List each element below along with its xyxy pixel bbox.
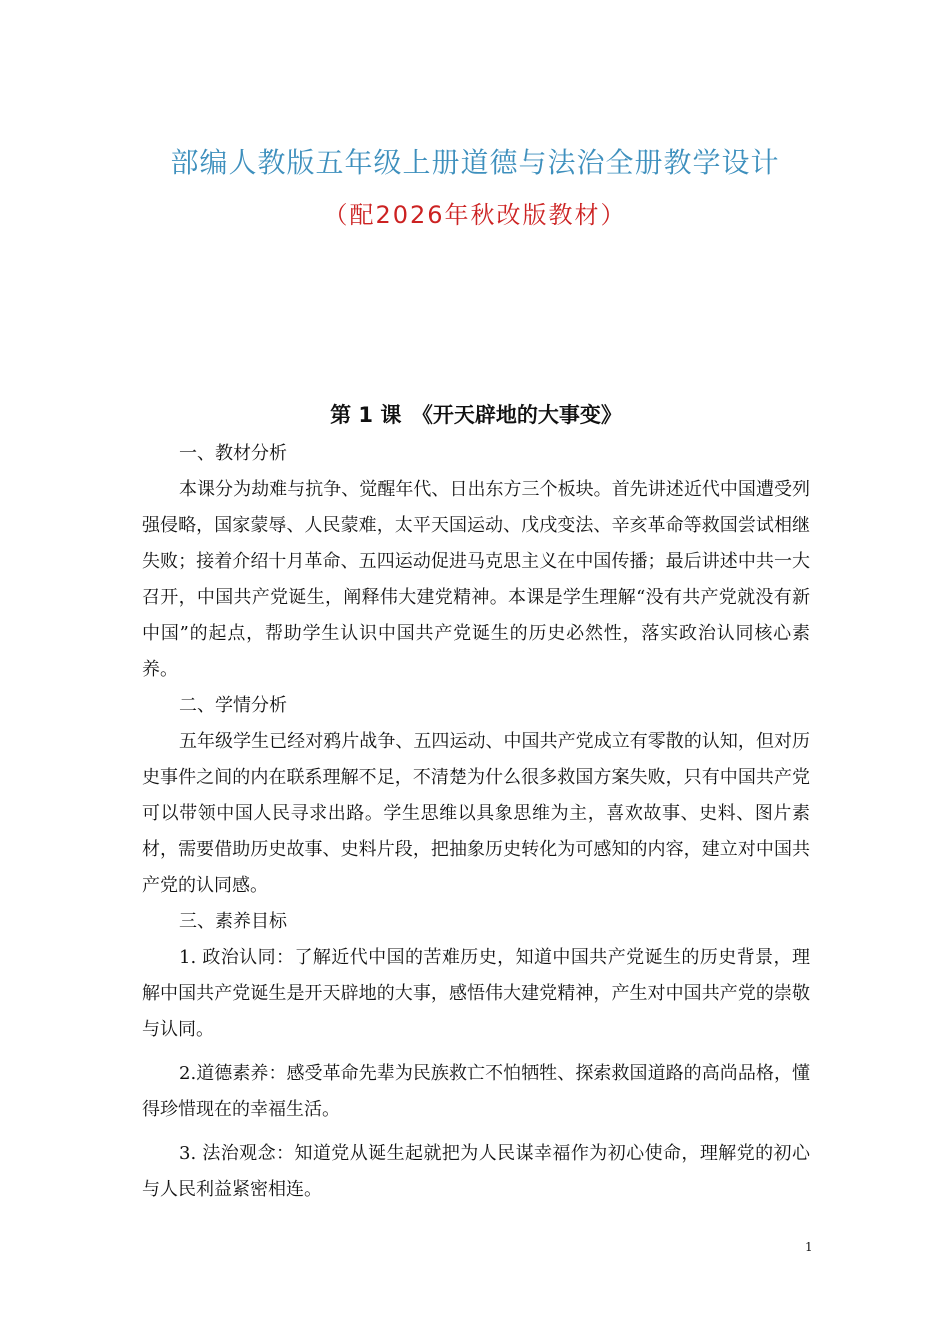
section-heading-student-analysis: 二、学情分析 bbox=[179, 695, 287, 716]
goal-political-identity: 1. 政治认同：了解近代中国的苦难历史，知道中国共产党诞生的历史背景，理解中国共产党诞生是开天辟地的大事，感悟伟大建党精神，产生对中国共产党的崇敬与认同。 bbox=[142, 947, 810, 1040]
section-heading-literacy-goals: 三、素养目标 bbox=[179, 911, 287, 932]
page-number: 1 bbox=[805, 1240, 813, 1254]
goal-rule-of-law: 3. 法治观念：知道党从诞生起就把为人民谋幸福作为初心使命，理解党的初心与人民利益紧密相连。 bbox=[142, 1143, 810, 1200]
student-analysis-paragraph: 五年级学生已经对鸦片战争、五四运动、中国共产党成立有零散的认知，但对历史事件之间的内在联系理解不足，不清楚为什么很多救国方案失败，只有中国共产党可以带领中国人民寻求出路。学生思维以具象思维为主，喜欢故事、史料、图片素材，需要借助历史故事、史料片段，把抽象历史转化为可感知的内容，建立对中国共产党的认同感。 bbox=[142, 731, 810, 896]
document-title: 部编人教版五年级上册道德与法治全册教学设计 bbox=[170, 146, 780, 179]
goal-moral-literacy: 2.道德素养：感受革命先辈为民族救亡不怕牺牲、探索救国道路的高尚品格，懂得珍惜现在的幸福生活。 bbox=[142, 1063, 810, 1120]
textbook-analysis-paragraph: 本课分为劫难与抗争、觉醒年代、日出东方三个板块。首先讲述近代中国遭受列强侵略，国家蒙辱、人民蒙难，太平天国运动、戊戌变法、辛亥革命等救国尝试相继失败；接着介绍十月革命、五四运动促进马克思主义在中国传播；最后讲述中共一大召开，中国共产党诞生，阐释伟大建党精神。本课是学生理解“没有共产党就没有新中国”的起点，帮助学生认识中国共产党诞生的历史必然性，落实政治认同核心素养。 bbox=[142, 479, 810, 680]
section-heading-textbook-analysis: 一、教材分析 bbox=[179, 443, 287, 464]
document-subtitle: （配2026年秋改版教材） bbox=[323, 201, 627, 229]
document-body bbox=[142, 396, 810, 1208]
lesson-title: 第 1 课 《开天辟地的大事变》 bbox=[330, 403, 622, 427]
